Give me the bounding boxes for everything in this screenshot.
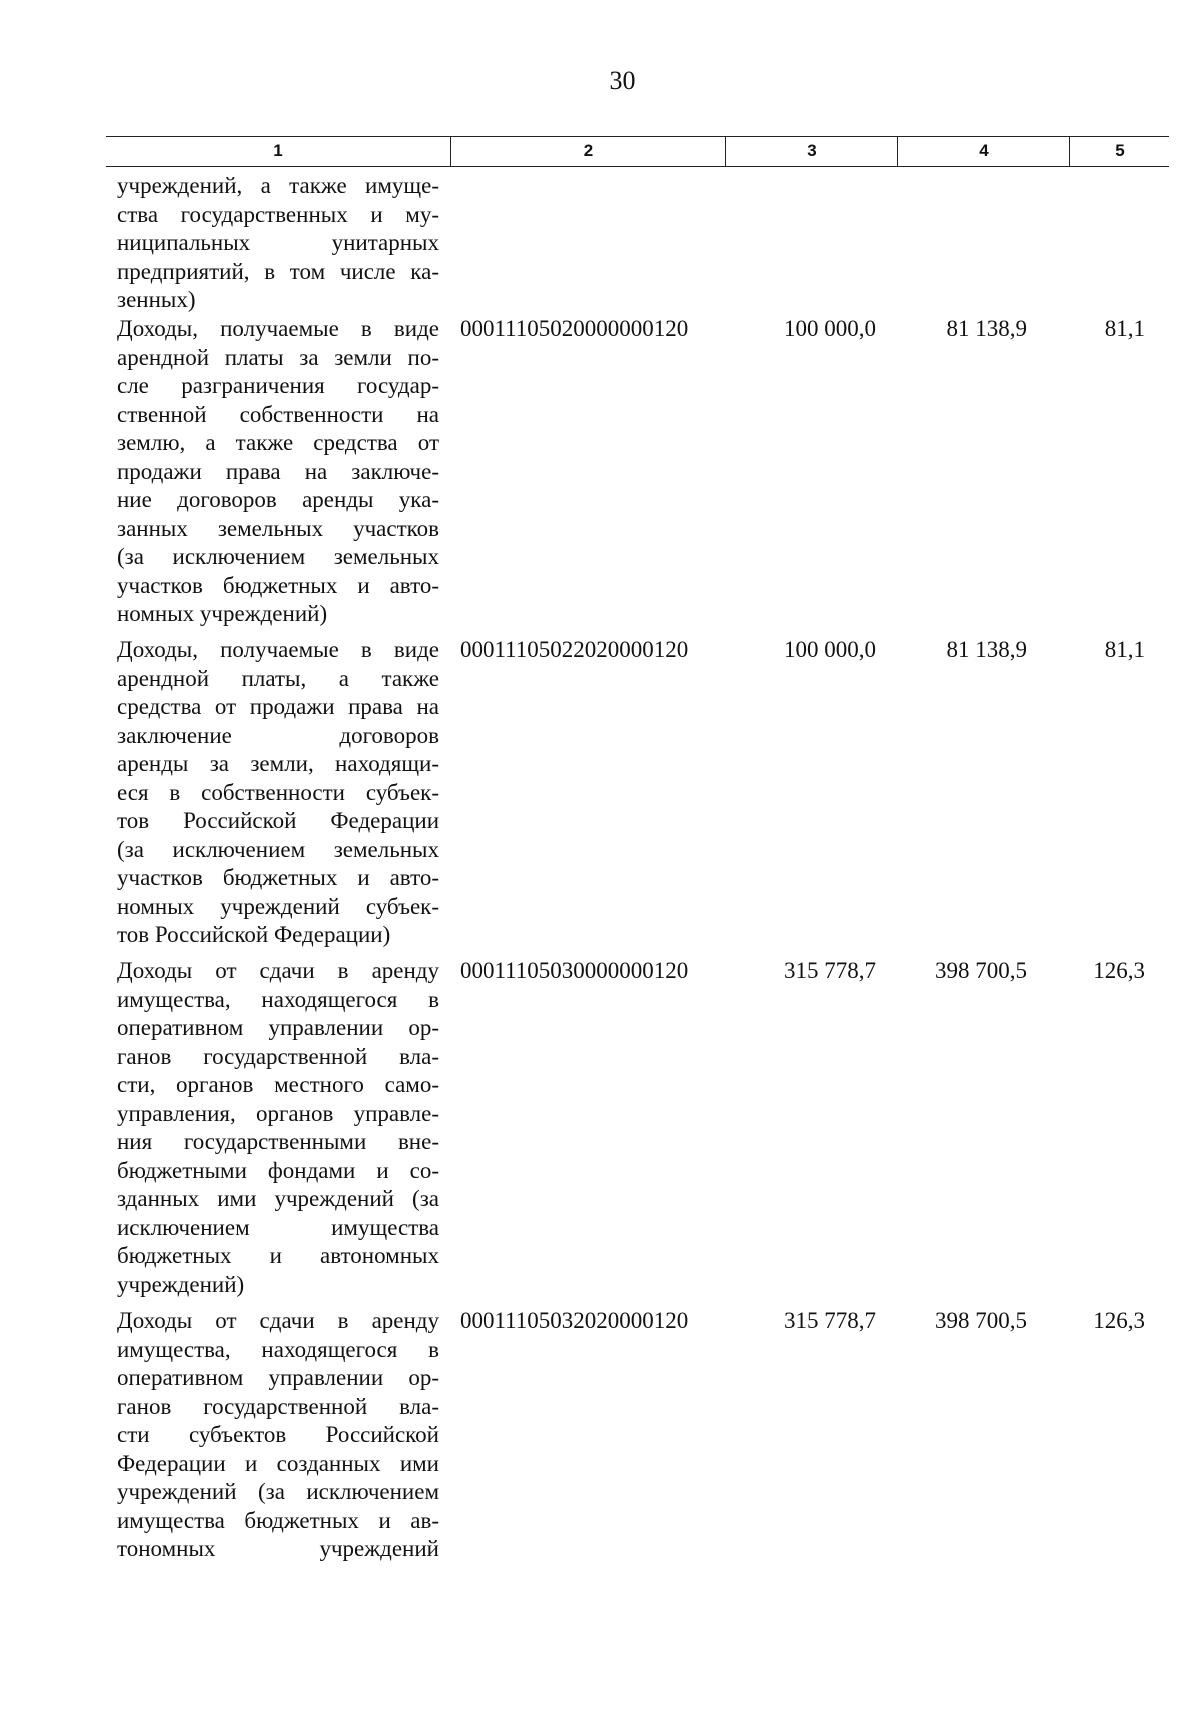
value-col-4: 398 700,5	[935, 958, 1027, 983]
description-line: тономных учреждений	[117, 1536, 439, 1561]
table-header	[106, 136, 1169, 167]
description-line: ние договоров аренды ука-	[117, 487, 439, 512]
budget-code: 00011105022020000120	[460, 637, 689, 662]
row-description	[117, 1307, 439, 1564]
value-col-3: 315 778,7	[784, 1308, 876, 1333]
description-line: имущества, находящегося в	[117, 1336, 439, 1362]
description-line: Доходы, получаемые в виде	[117, 316, 439, 341]
description-line: имущества, находящегося в	[117, 986, 439, 1012]
value-col-3: 100 000,0	[784, 637, 876, 662]
description-line: землю, а также средства от	[117, 430, 439, 455]
description-line: еся в собственности субъек-	[117, 779, 439, 805]
description-line: средства от продажи права на	[117, 694, 439, 719]
value-col-3: 100 000,0	[784, 316, 876, 341]
description-line: зданных ими учреждений (за	[117, 1186, 439, 1211]
description-line: арендной платы за земли по-	[117, 344, 439, 370]
description-line: зенных)	[117, 287, 196, 312]
description-line: ства государственных и му-	[117, 201, 439, 227]
description-line: номных учреждений)	[117, 601, 328, 626]
description-line: бюджетных и автономных	[117, 1243, 439, 1268]
description-line: аренды за земли, находящи-	[117, 751, 439, 776]
budget-code: 00011105020000000120	[460, 316, 689, 341]
description-line: Доходы от сдачи в аренду	[117, 1308, 439, 1333]
description-line: участков бюджетных и авто-	[117, 572, 439, 598]
budget-code: 00011105032020000120	[460, 1308, 689, 1333]
budget-code: 00011105030000000120	[460, 958, 689, 983]
description-line: участков бюджетных и авто-	[117, 865, 439, 890]
description-line: Доходы от сдачи в аренду	[117, 958, 439, 983]
description-line: сти субъектов Российской	[117, 1422, 439, 1447]
description-line: имущества бюджетных и ав-	[117, 1507, 439, 1533]
value-col-4: 81 138,9	[946, 637, 1027, 662]
description-line: исключением имущества	[117, 1214, 439, 1240]
description-line: ганов государственной вла-	[117, 1043, 439, 1069]
header-col-2: 2	[450, 137, 726, 166]
header-col-1: 1	[273, 141, 283, 160]
description-line: сти, органов местного само-	[117, 1072, 439, 1097]
value-col-4: 81 138,9	[946, 316, 1027, 341]
page-number: 30	[609, 66, 636, 95]
value-col-5: 81,1	[1104, 316, 1145, 341]
description-line: ганов государственной вла-	[117, 1393, 439, 1419]
value-col-5: 81,1	[1104, 637, 1145, 662]
value-col-4: 398 700,5	[935, 1308, 1027, 1333]
value-col-3: 315 778,7	[784, 958, 876, 983]
description-line: номных учреждений субъек-	[117, 893, 439, 919]
description-line: ния государственными вне-	[117, 1129, 439, 1154]
description-line: продажи права на заключе-	[117, 458, 439, 484]
row-description	[117, 957, 439, 1299]
row-description	[117, 315, 439, 629]
header-col-4: 4	[897, 137, 1070, 166]
value-col-5: 126,3	[1093, 958, 1145, 983]
header-col-3: 3	[725, 137, 898, 166]
value-col-5: 126,3	[1093, 1308, 1145, 1333]
description-line: заключение договоров	[117, 722, 439, 748]
description-line: оперативном управлении ор-	[117, 1015, 439, 1040]
header-col-5: 5	[1069, 137, 1170, 166]
description-line: тов Российской Федерации	[117, 808, 439, 833]
description-line: тов Российской Федерации)	[117, 922, 391, 947]
description-line: предприятий, в том числе ка-	[117, 258, 439, 284]
description-line: ниципальных унитарных	[117, 230, 439, 255]
description-line: учреждений)	[117, 1271, 245, 1297]
description-line: сле разграничения государ-	[117, 373, 439, 398]
row-description	[117, 172, 439, 315]
description-line: управления, органов управле-	[117, 1100, 439, 1126]
description-line: (за исключением земельных	[117, 836, 439, 862]
description-line: бюджетными фондами и со-	[117, 1157, 439, 1183]
row-description	[117, 636, 439, 950]
description-line: учреждений (за исключением	[117, 1479, 439, 1504]
description-line: арендной платы, а также	[117, 665, 439, 691]
description-line: учреждений, а также имуще-	[117, 173, 439, 198]
description-line: занных земельных участков	[117, 515, 439, 541]
description-line: ственной собственности на	[117, 401, 439, 427]
description-line: (за исключением земельных	[117, 544, 439, 569]
description-line: оперативном управлении ор-	[117, 1365, 439, 1390]
description-line: Федерации и созданных ими	[117, 1450, 439, 1476]
description-line: Доходы, получаемые в виде	[117, 637, 439, 662]
